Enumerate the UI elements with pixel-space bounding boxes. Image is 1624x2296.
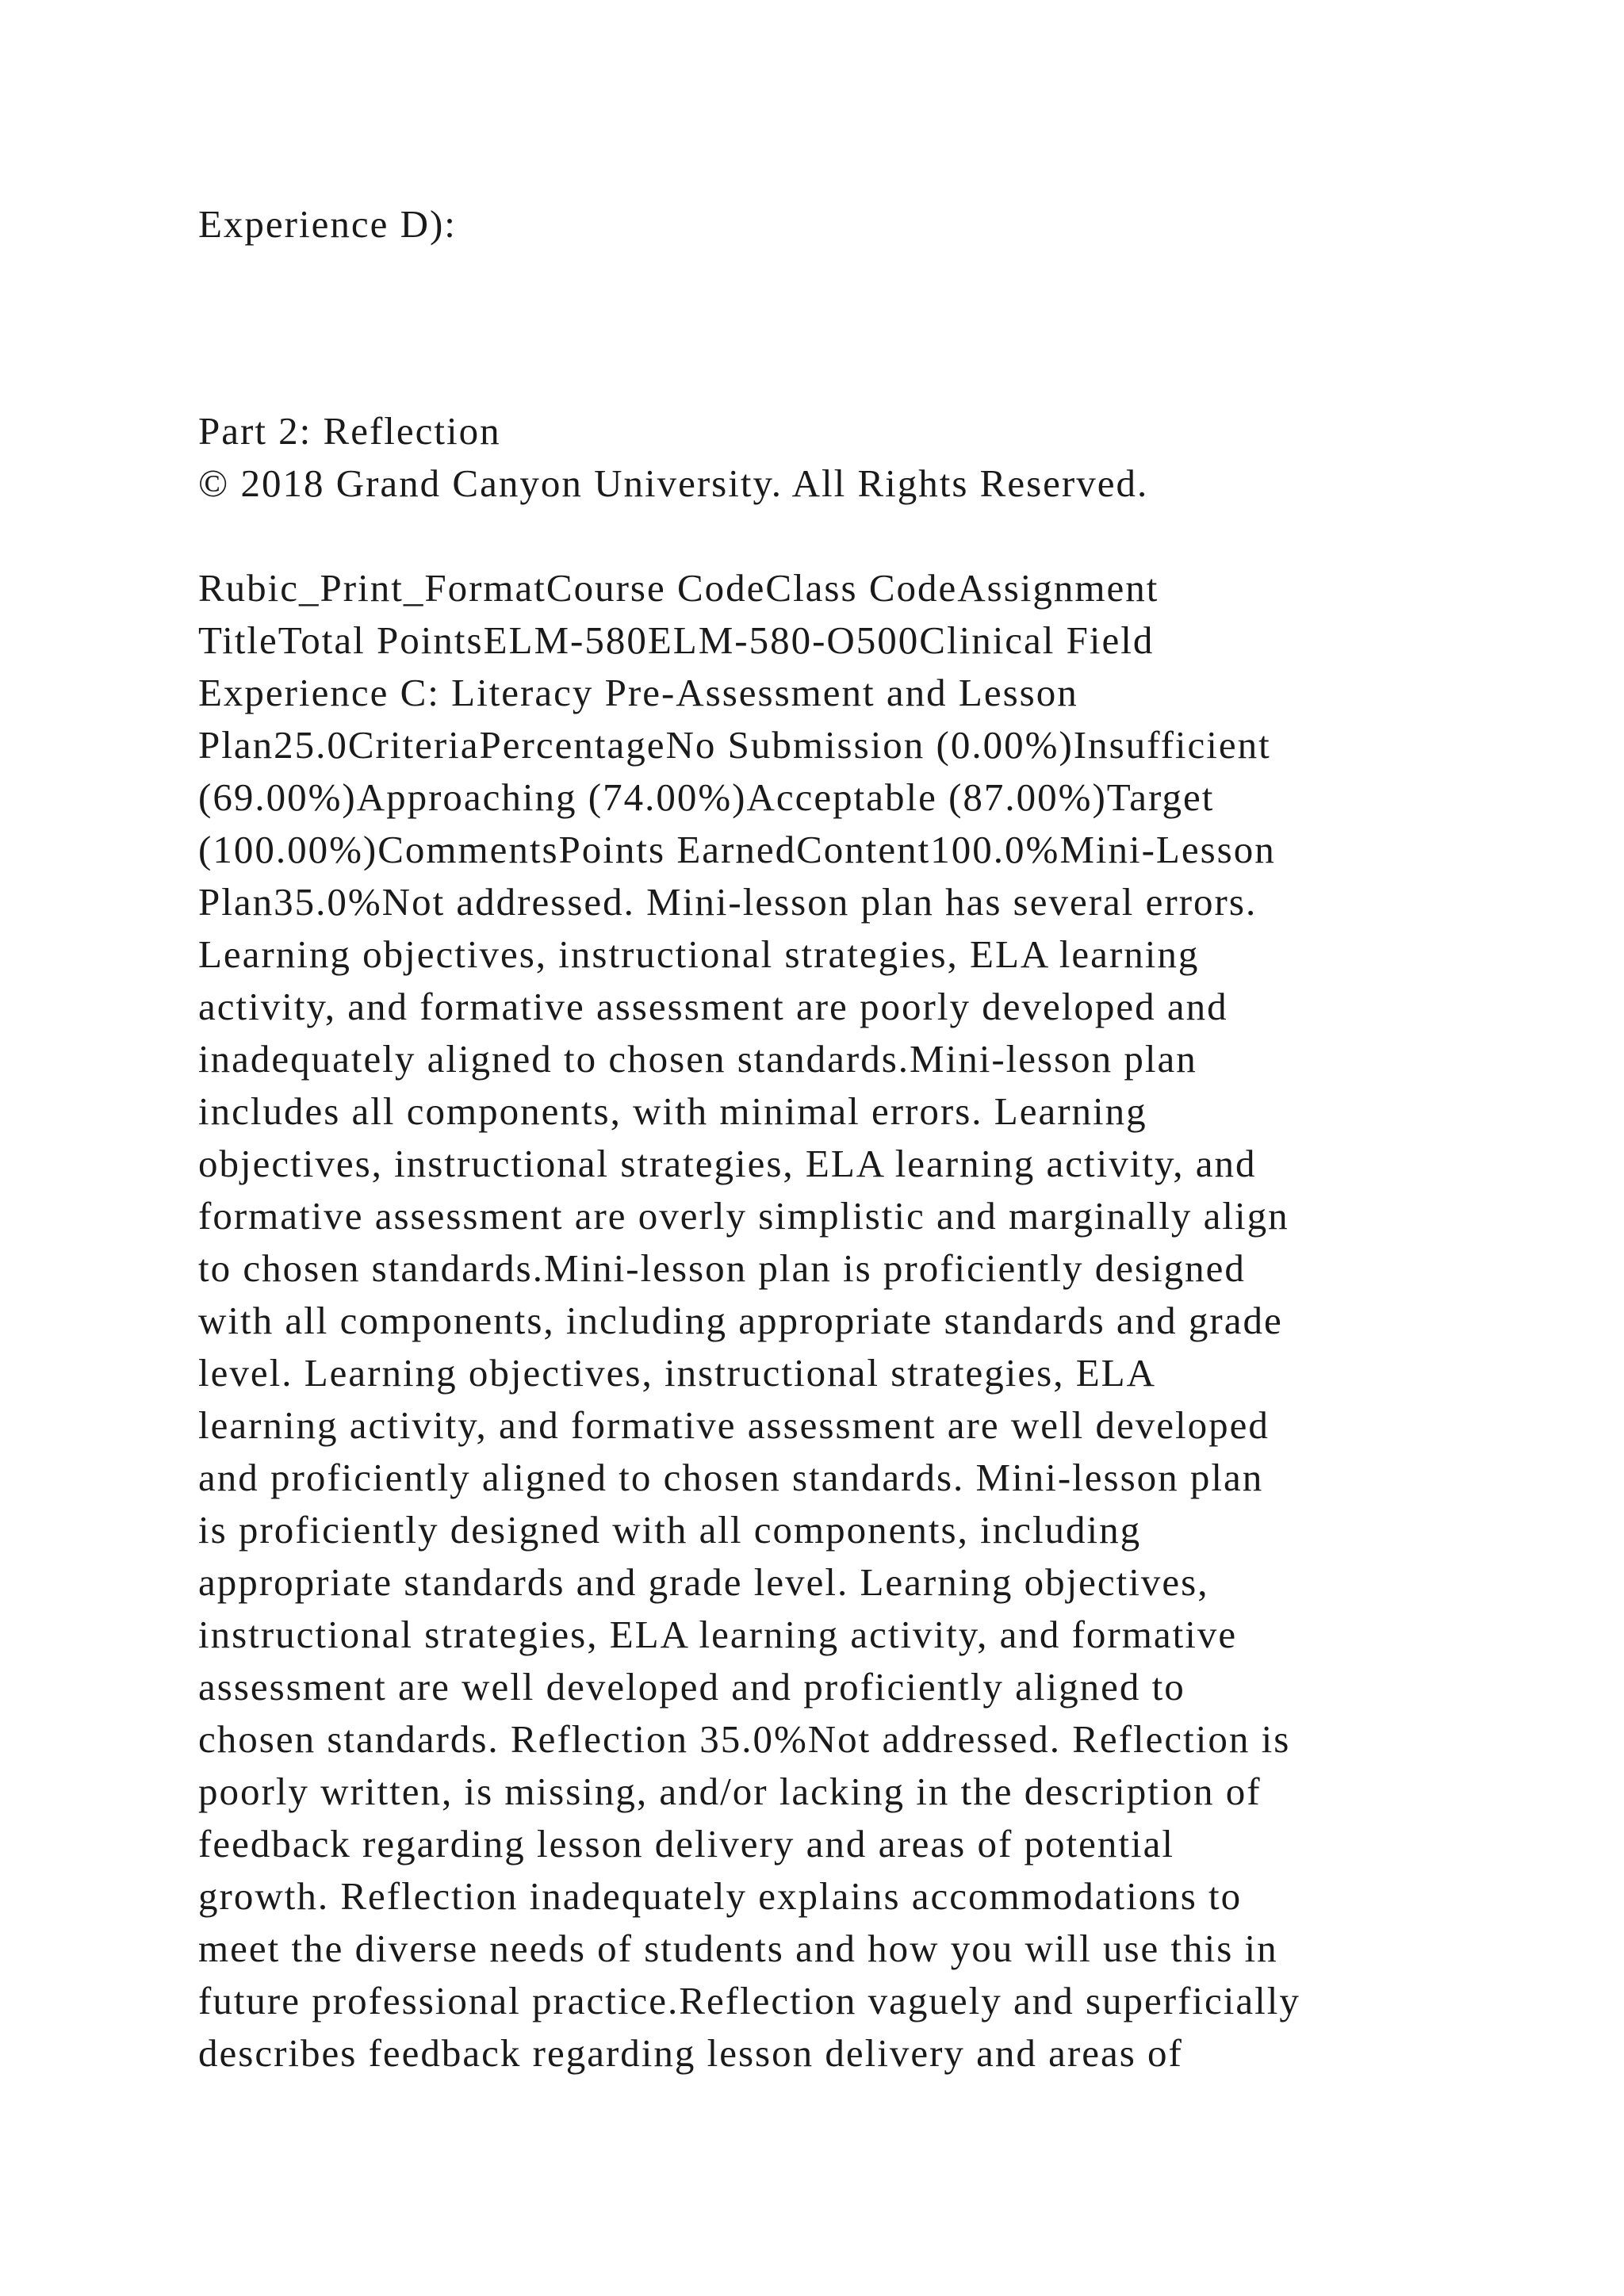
rubric-line: describes feedback regarding lesson delivery and areas of <box>198 2031 1183 2075</box>
rubric-line: assessment are well developed and proficiently aligned to <box>198 1665 1185 1709</box>
part2-title: Part 2: Reflection <box>198 409 501 453</box>
rubric-line: growth. Reflection inadequately explains accommodations to <box>198 1874 1243 1918</box>
rubric-text <box>198 562 1467 2080</box>
rubric-line: learning activity, and formative assessment are well developed <box>198 1403 1270 1447</box>
rubric-line: level. Learning objectives, instructional strategies, ELA <box>198 1351 1156 1395</box>
rubric-line: activity, and formative assessment are poorly developed and <box>198 985 1228 1028</box>
rubric-line: poorly written, is missing, and/or lacking in the description of <box>198 1770 1262 1813</box>
part2-block <box>198 405 1467 510</box>
rubric-line: instructional strategies, ELA learning activity, and formative <box>198 1613 1238 1656</box>
rubric-line: (100.00%)CommentsPoints EarnedContent100.0%Mini-Lesson <box>198 828 1276 871</box>
rubric-line: chosen standards. Reflection 35.0%Not addressed. Reflection is <box>198 1717 1291 1761</box>
rubric-line: with all components, including appropriate standards and grade <box>198 1299 1283 1342</box>
rubric-line: TitleTotal PointsELM-580ELM-580-O500Clinical Field <box>198 618 1155 662</box>
section-heading: Experience D): <box>198 202 457 246</box>
rubric-line: Experience C: Literacy Pre-Assessment and Lesson <box>198 671 1078 714</box>
rubric-line: and proficiently aligned to chosen standards. Mini-lesson plan <box>198 1456 1264 1499</box>
rubric-line: formative assessment are overly simplistic and marginally align <box>198 1194 1289 1238</box>
copyright-notice: © 2018 Grand Canyon University. All Rights Reserved. <box>198 461 1149 505</box>
rubric-line: inadequately aligned to chosen standards.Mini-lesson plan <box>198 1037 1197 1081</box>
rubric-line: (69.00%)Approaching (74.00%)Acceptable (87.00%)Target <box>198 775 1215 819</box>
rubric-line: is proficiently designed with all components, including <box>198 1508 1142 1552</box>
rubric-line: Plan35.0%Not addressed. Mini-lesson plan has several errors. <box>198 880 1258 924</box>
rubric-line: Rubic_Print_FormatCourse CodeClass CodeAssignment <box>198 566 1159 610</box>
rubric-line: future professional practice.Reflection vaguely and superficially <box>198 1979 1300 2022</box>
rubric-line: includes all components, with minimal errors. Learning <box>198 1089 1147 1133</box>
rubric-line: appropriate standards and grade level. Learning objectives, <box>198 1560 1209 1604</box>
rubric-line: meet the diverse needs of students and how you will use this in <box>198 1927 1278 1970</box>
heading-block <box>198 198 1467 251</box>
rubric-line: Learning objectives, instructional strategies, ELA learning <box>198 932 1200 976</box>
rubric-line: objectives, instructional strategies, ELA learning activity, and <box>198 1142 1257 1185</box>
rubric-line: feedback regarding lesson delivery and areas of potential <box>198 1822 1174 1866</box>
rubric-line: to chosen standards.Mini-lesson plan is proficiently designed <box>198 1246 1246 1290</box>
rubric-line: Plan25.0CriteriaPercentageNo Submission (0.00%)Insufficient <box>198 723 1271 767</box>
